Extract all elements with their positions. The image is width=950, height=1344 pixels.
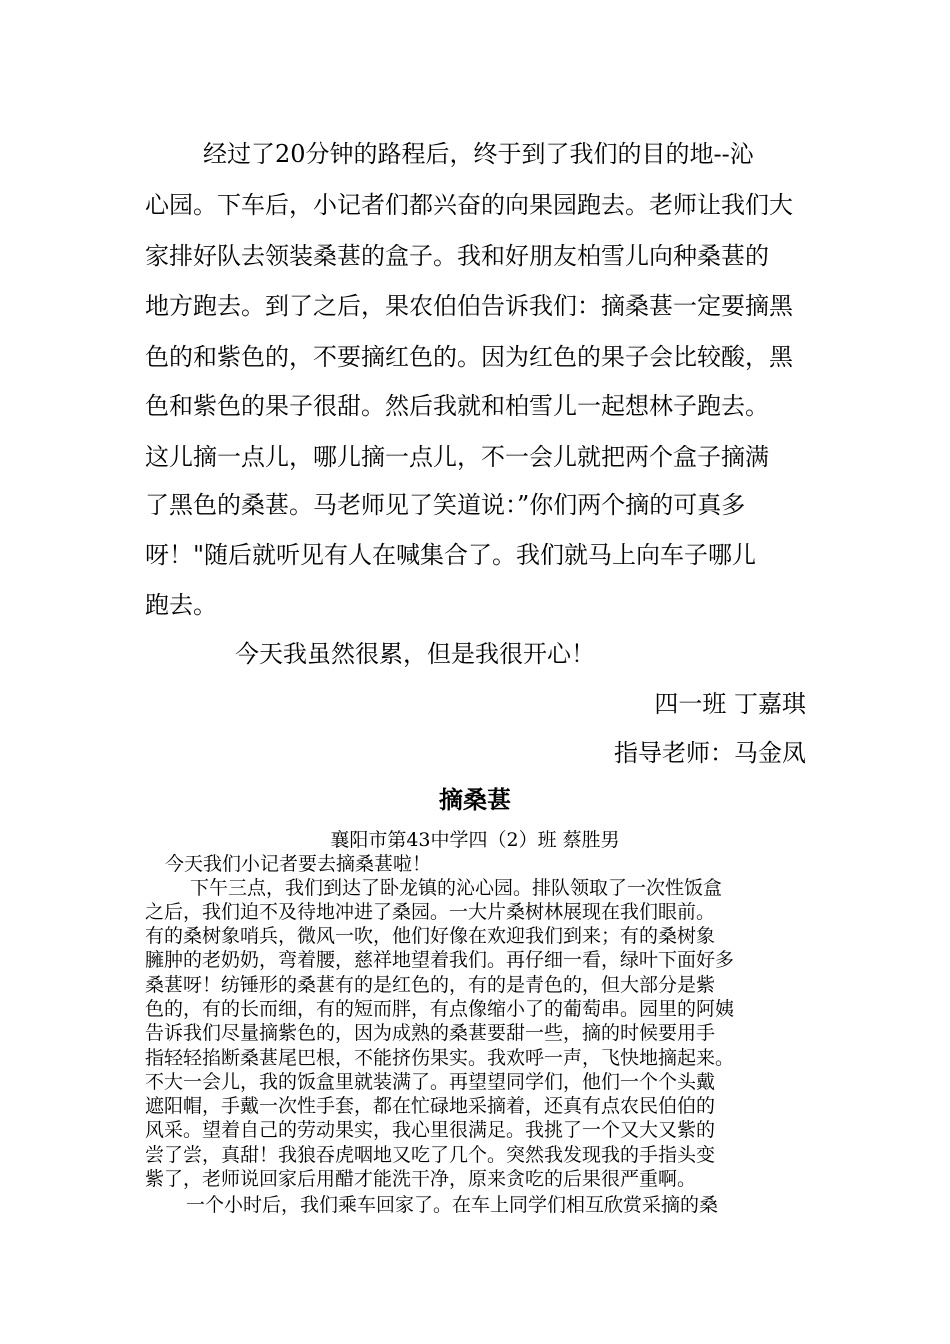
essay1-line: 地方跑去。到了之后，果农伯伯告诉我们：摘桑葚一定要摘黑 — [145, 292, 793, 320]
essay2-line: 有的桑树象哨兵，微风一吹，他们好像在欢迎我们到来；有的桑树象 — [145, 925, 716, 947]
essay1-line: 了黑色的桑葚。马老师见了笑道说：”你们两个摘的可真多 — [145, 491, 746, 519]
essay2-line: 告诉我们尽量摘紫色的，因为成熟的桑葚要甜一些，摘的时候要用手 — [145, 1022, 716, 1044]
essay2-line: 风采。望着自己的劳动果实，我心里很满足。我挑了一个又大又紫的 — [145, 1119, 716, 1141]
essay2-paragraph2-start: 一个小时后，我们乘车回家了。在车上同学们相互欣赏采摘的桑 — [186, 1194, 719, 1216]
essay2-intro: 今天我们小记者要去摘桑葚啦！ — [165, 853, 432, 875]
essay1-line: 家排好队去领装桑葚的盒子。我和好朋友柏雪儿向种桑葚的 — [145, 242, 769, 270]
essay2-line: 臃肿的老奶奶，弯着腰，慈祥地望着我们。再仔细一看，绿叶下面好多 — [145, 949, 735, 971]
essay2-line: 紫了，老师说回家后用醋才能洗干净，原来贪吃的后果很严重啊。 — [145, 1168, 697, 1190]
essay1-line: 这儿摘一点儿，哪儿摘一点儿，不一会儿就把两个盒子摘满 — [145, 443, 769, 471]
essay1-line: 经过了20分钟的路程后，终于到了我们的目的地--沁 — [203, 140, 754, 168]
essay1-author: 四一班 丁嘉琪 — [654, 690, 806, 718]
essay2-line: 遮阳帽，手戴一次性手套，都在忙碌地采摘着，还真有点农民伯伯的 — [145, 1095, 716, 1117]
essay1-line: 色和紫色的果子很甜。然后我就和柏雪儿一起想林子跑去。 — [145, 392, 769, 420]
essay2-line: 指轻轻掐断桑葚尾巴根，不能挤伤果实。我欢呼一声，飞快地摘起来。 — [145, 1047, 735, 1069]
essay1-line: 呀！"随后就听见有人在喊集合了。我们就马上向车子哪儿 — [145, 541, 757, 569]
essay2-line: 桑葚呀！纺锤形的桑葚有的是红色的，有的是青色的，但大部分是紫 — [145, 974, 716, 996]
essay2-title: 摘桑葚 — [439, 786, 511, 814]
essay2-line: 下午三点，我们到达了卧龙镇的沁心园。排队领取了一次性饭盒 — [190, 877, 723, 899]
essay2-line: 之后，我们迫不及待地冲进了桑园。一大片桑树林展现在我们眼前。 — [145, 901, 716, 923]
essay2-line: 不大一会儿，我的饭盒里就装满了。再望望同学们，他们一个个头戴 — [145, 1071, 716, 1093]
essay1-line: 色的和紫色的，不要摘红色的。因为红色的果子会比较酸，黑 — [145, 343, 793, 371]
essay2-line: 色的，有的长而细，有的短而胖，有点像缩小了的葡萄串。园里的阿姨 — [145, 998, 735, 1020]
essay1-closing: 今天我虽然很累，但是我很开心！ — [235, 640, 595, 668]
essay1-line: 跑去。 — [145, 591, 217, 619]
essay1-teacher: 指导老师：马金凤 — [614, 739, 806, 767]
essay1-line: 心园。下车后，小记者们都兴奋的向果园跑去。老师让我们大 — [145, 191, 793, 219]
essay2-line: 尝了尝，真甜！我狼吞虎咽地又吃了几个。突然我发现我的手指头变 — [145, 1144, 716, 1166]
essay2-byline: 襄阳市第43中学四（2）班 蔡胜男 — [330, 829, 620, 851]
